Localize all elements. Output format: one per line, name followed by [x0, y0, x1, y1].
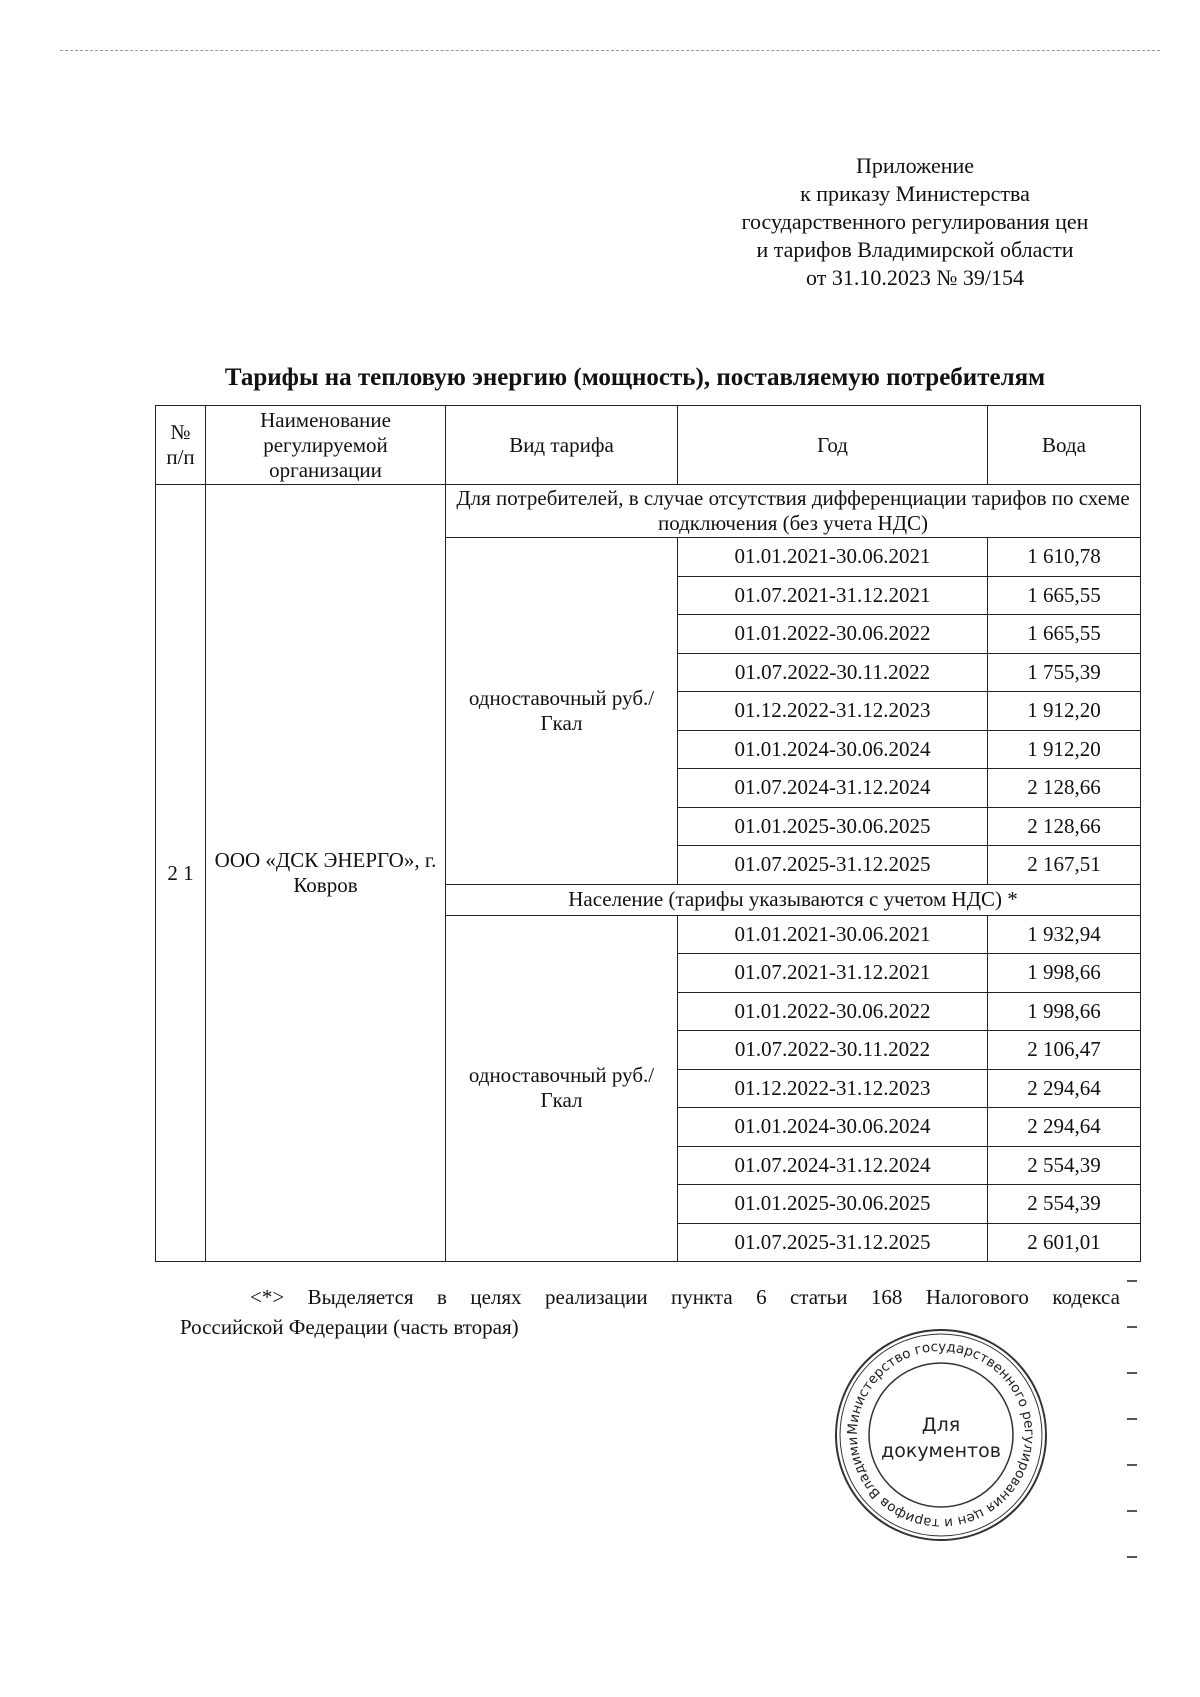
period-cell: 01.07.2022-30.11.2022 — [678, 653, 988, 692]
water-value-cell: 2 554,39 — [988, 1146, 1141, 1185]
stamp-center-line: Для — [921, 1414, 961, 1436]
water-value-cell: 1 912,20 — [988, 692, 1141, 731]
period-cell: 01.07.2024-31.12.2024 — [678, 769, 988, 808]
water-value-cell: 2 294,64 — [988, 1069, 1141, 1108]
tariff-type: одноставочный руб./Гкал — [446, 538, 678, 885]
section-heading: Для потребителей, в случае отсутствия дифференциации тарифов по схеме подключения (без учета НДС) — [446, 485, 1141, 538]
header-num: № п/п — [156, 406, 206, 485]
header-year: Год — [678, 406, 988, 485]
water-value-cell: 2 128,66 — [988, 769, 1141, 808]
tariff-type: одноставочный руб./Гкал — [446, 915, 678, 1262]
header-org: Наименование регулируемой организации — [206, 406, 446, 485]
footnote-word: пункта — [670, 1285, 733, 1309]
official-stamp — [832, 1326, 1050, 1544]
footnote-line-1 — [180, 1282, 1120, 1312]
section-heading-row — [156, 485, 1141, 538]
scan-edge-marks — [1127, 1280, 1141, 1660]
footnote-word: <*> — [250, 1285, 285, 1309]
period-cell: 01.01.2021-30.06.2021 — [678, 538, 988, 577]
period-cell: 01.01.2024-30.06.2024 — [678, 1108, 988, 1147]
water-value-cell: 2 554,39 — [988, 1185, 1141, 1224]
water-value-cell: 1 912,20 — [988, 730, 1141, 769]
water-value-cell: 2 601,01 — [988, 1223, 1141, 1262]
period-cell: 01.01.2025-30.06.2025 — [678, 807, 988, 846]
organization-name: ООО «ДСК ЭНЕРГО», г. Ковров — [206, 485, 446, 1262]
period-cell: 01.12.2022-31.12.2023 — [678, 1069, 988, 1108]
footnote-word: Налогового — [925, 1285, 1029, 1309]
stamp-ring-text-path: Министерство государственного регулирования цен и тарифов Владими — [844, 1338, 1038, 1532]
period-cell: 01.12.2022-31.12.2023 — [678, 692, 988, 731]
appendix-line: и тарифов Владимирской области — [756, 237, 1074, 262]
stamp-center-line: документов — [881, 1440, 1001, 1462]
period-cell: 01.01.2021-30.06.2021 — [678, 915, 988, 954]
water-value-cell: 2 167,51 — [988, 846, 1141, 885]
water-value-cell: 2 106,47 — [988, 1031, 1141, 1070]
footnote-word: статьи — [789, 1285, 848, 1309]
period-cell: 01.01.2024-30.06.2024 — [678, 730, 988, 769]
period-cell: 01.07.2022-30.11.2022 — [678, 1031, 988, 1070]
period-cell: 01.07.2025-31.12.2025 — [678, 846, 988, 885]
table-header-row — [156, 406, 1141, 485]
water-value-cell: 2 128,66 — [988, 807, 1141, 846]
period-cell: 01.07.2025-31.12.2025 — [678, 1223, 988, 1262]
period-cell: 01.07.2021-31.12.2021 — [678, 576, 988, 615]
footnote-word: целях — [470, 1285, 522, 1309]
tariff-table — [155, 405, 1141, 1262]
header-water: Вода — [988, 406, 1141, 485]
header-type: Вид тарифа — [446, 406, 678, 485]
appendix-line: от 31.10.2023 № 39/154 — [806, 265, 1024, 290]
footnote-word: в — [437, 1285, 447, 1309]
footnote-word: реализации — [544, 1285, 648, 1309]
period-cell: 01.07.2021-31.12.2021 — [678, 954, 988, 993]
water-value-cell: 1 665,55 — [988, 615, 1141, 654]
water-value-cell: 1 665,55 — [988, 576, 1141, 615]
appendix-line: государственного регулирования цен — [741, 209, 1089, 234]
water-value-cell: 1 755,39 — [988, 653, 1141, 692]
section-heading: Население (тарифы указываются с учетом НДС) * — [446, 884, 1141, 915]
footnote-word: кодекса — [1052, 1285, 1120, 1309]
footnote-word: 6 — [756, 1285, 767, 1309]
row-number: 2 1 — [156, 485, 206, 1262]
period-cell: 01.01.2022-30.06.2022 — [678, 992, 988, 1031]
appendix-line: к приказу Министерства — [800, 181, 1030, 206]
scan-artifact-top — [60, 50, 1160, 51]
period-cell: 01.01.2025-30.06.2025 — [678, 1185, 988, 1224]
period-cell: 01.01.2022-30.06.2022 — [678, 615, 988, 654]
water-value-cell: 1 998,66 — [988, 992, 1141, 1031]
water-value-cell: 1 998,66 — [988, 954, 1141, 993]
page-title: Тарифы на тепловую энергию (мощность), поставляемую потребителям — [224, 364, 1046, 391]
appendix-line: Приложение — [855, 153, 975, 178]
appendix-header — [720, 152, 1110, 292]
water-value-cell: 1 932,94 — [988, 915, 1141, 954]
stamp-center-text — [832, 1412, 1050, 1464]
water-value-cell: 1 610,78 — [988, 538, 1141, 577]
footnote-line-2: Российской Федерации (часть вторая) — [180, 1315, 519, 1339]
footnote-word: Выделяется — [307, 1285, 414, 1309]
period-cell: 01.07.2024-31.12.2024 — [678, 1146, 988, 1185]
footnote-word: 168 — [870, 1285, 903, 1309]
water-value-cell: 2 294,64 — [988, 1108, 1141, 1147]
